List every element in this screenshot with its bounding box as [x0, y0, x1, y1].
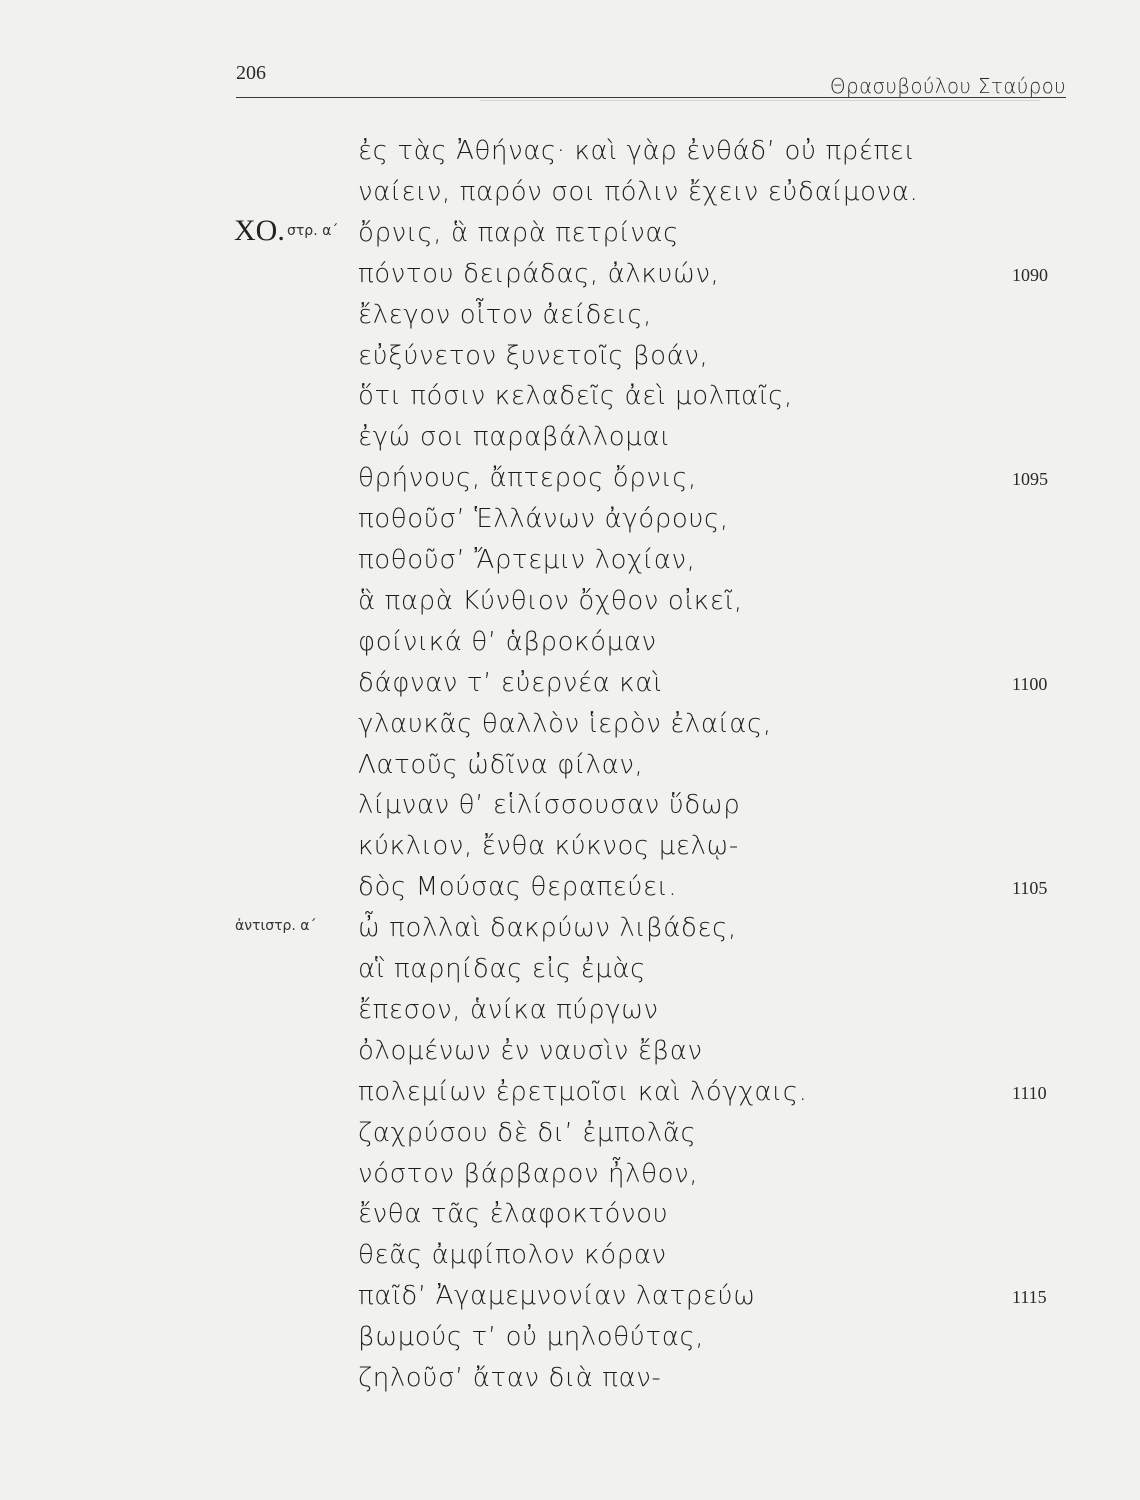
- verse-line-text: ναίειν, παρόν σοι πόλιν ἔχειν εὐδαίμονα.: [358, 176, 919, 207]
- line-number: 1115: [1012, 1287, 1047, 1308]
- strophe-marker: ἀντιστρ. α΄: [235, 918, 317, 935]
- page-number: 206: [236, 62, 266, 84]
- verse-line: [0, 177, 1140, 221]
- verse-line-text: θεᾶς ἀμφίπολον κόραν: [358, 1240, 667, 1271]
- verse-line-text: αἳ παρηίδας εἰς ἐμὰς: [358, 954, 646, 984]
- verse-line: [0, 1199, 1140, 1243]
- bleed-through-rule: [480, 100, 1040, 101]
- verse-line-text: ζαχρύσου δὲ δι’ ἐμπολᾶς: [358, 1117, 697, 1148]
- running-head: Θρασυβούλου Σταύρου: [829, 74, 1066, 98]
- verse-line: [0, 995, 1140, 1039]
- verse-line-text: ἐγώ σοι παραβάλλομαι: [358, 422, 671, 453]
- verse-line-text: εὐξύνετον ξυνετοῖς βοάν,: [358, 340, 709, 371]
- verse-line-text: ἃ παρὰ Κύνθιον ὄχθον οἰκεῖ,: [358, 585, 743, 616]
- verse-line-text: νόστον βάρβαρον ἦλθον,: [358, 1158, 699, 1189]
- verse-line-text: ἔνθα τᾶς ἐλαφοκτόνου: [358, 1199, 669, 1230]
- verse-line: [0, 1363, 1140, 1407]
- verse-line: [0, 954, 1140, 998]
- verse-line: [0, 627, 1140, 671]
- verse-line: [0, 750, 1140, 794]
- verse-line: [0, 1118, 1140, 1162]
- verse-line-text: ποθοῦσ’ Ἑλλάνων ἀγόρους,: [358, 504, 729, 535]
- verse-line: [0, 213, 1140, 262]
- verse-line-text: δὸς Μούσας θεραπεύει.: [358, 872, 678, 903]
- verse-line-text: φοίνικά θ’ ἁβροκόμαν: [358, 626, 657, 657]
- verse-line: [0, 1281, 1140, 1325]
- verse-line-text: θρήνους, ἄπτερος ὄρνις,: [358, 463, 697, 494]
- verse-line-text: ἔλεγον οἶτον ἀείδεις,: [358, 299, 653, 330]
- verse-line-text: δάφναν τ’ εὐερνέα καὶ: [358, 667, 663, 698]
- verse-line-text: ὦ πολλαὶ δακρύων λιβάδες,: [358, 913, 737, 944]
- line-number: 1090: [1012, 264, 1048, 285]
- verse-line-text: κύκλιον, ἔνθα κύκνος μελῳ-: [358, 831, 739, 862]
- verse-line: [0, 504, 1140, 548]
- line-number: 1100: [1012, 673, 1048, 694]
- verse-line-text: παῖδ’ Ἀγαμεμνονίαν λατρεύω: [358, 1281, 756, 1312]
- verse-line: [0, 1240, 1140, 1284]
- verse-line: [0, 872, 1140, 916]
- verse-line: [0, 709, 1140, 753]
- verse-line-text: βωμούς τ’ οὐ μηλοθύτας,: [358, 1322, 705, 1353]
- verse-line-text: πολεμίων ἐρετμοῖσι καὶ λόγχαις.: [358, 1076, 808, 1107]
- verse-line-text: ἐς τὰς Ἀθήνας· καὶ γὰρ ἐνθάδ’ οὐ πρέπει: [358, 136, 916, 166]
- strophe-marker: στρ. α΄: [287, 222, 339, 239]
- line-number: 1095: [1012, 469, 1048, 490]
- verse-line: [0, 668, 1140, 712]
- verse-line-text: ποθοῦσ’ Ἄρτεμιν λοχίαν,: [358, 545, 696, 575]
- verse-line: [0, 831, 1140, 875]
- verse-line: [0, 1036, 1140, 1080]
- verse-line-text: ὄρνις, ἃ παρὰ πετρίνας: [358, 217, 679, 248]
- verse-line-text: ἔπεσον, ἁνίκα πύργων: [358, 994, 659, 1025]
- verse-line: [0, 913, 1140, 957]
- verse-line-text: λίμναν θ’ εἱλίσσουσαν ὕδωρ: [358, 790, 741, 821]
- verse-line: [0, 1159, 1140, 1203]
- verse-line-text: ὅτι πόσιν κελαδεῖς ἀεὶ μολπαῖς,: [358, 381, 793, 412]
- verse-line: [0, 463, 1140, 507]
- verse-line: [0, 545, 1140, 589]
- verse-line: [0, 381, 1140, 425]
- speaker-label: ΧΟ.: [234, 213, 285, 247]
- line-number: 1110: [1012, 1082, 1047, 1103]
- verse-line: [0, 790, 1140, 834]
- verse-line-text: γλαυκᾶς θαλλὸν ἱερὸν ἐλαίας,: [358, 708, 772, 739]
- line-number: 1105: [1012, 878, 1048, 899]
- verse-line: [0, 341, 1140, 385]
- verse-line: [0, 422, 1140, 466]
- verse-line: [0, 586, 1140, 630]
- verse-line: [0, 300, 1140, 344]
- verse-line-text: ὀλομένων ἐν ναυσὶν ἔβαν: [358, 1035, 703, 1066]
- verse-line-text: πόντου δειράδας, ἀλκυών,: [358, 258, 720, 289]
- header-rule: [236, 97, 1066, 98]
- verse-line: [0, 1077, 1140, 1121]
- verse-line: [0, 1322, 1140, 1366]
- verse-line: [0, 136, 1140, 180]
- verse-line: [0, 259, 1140, 303]
- verse-line-text: Λατοῦς ὠδῖνα φίλαν,: [358, 749, 644, 780]
- verse-line-text: ζηλοῦσ’ ἄταν διὰ παν-: [358, 1363, 662, 1393]
